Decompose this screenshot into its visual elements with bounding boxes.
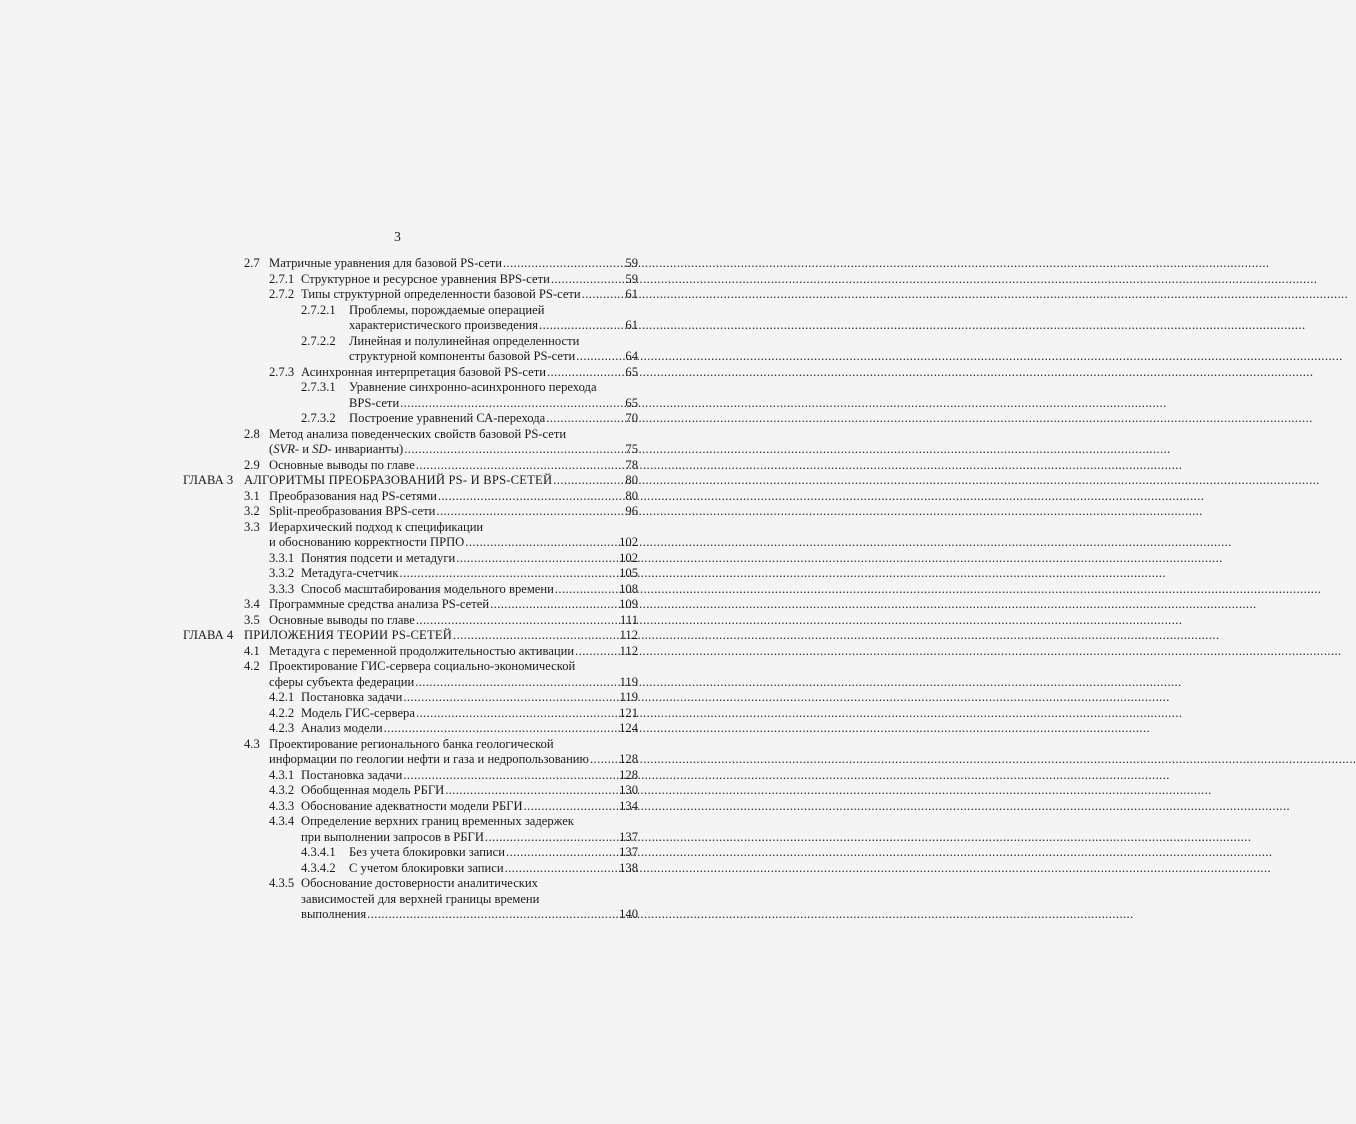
toc-dot-leader — [576, 348, 624, 365]
toc-entry-title: Типы структурной определенности базовой PS-сети — [301, 287, 581, 301]
toc-entry-number: 4.3.3 — [269, 798, 295, 813]
toc-dot-leader — [539, 317, 624, 334]
toc-dot-leader — [399, 565, 618, 582]
toc-entry-page: 119 — [619, 690, 638, 704]
toc-entry-line — [301, 906, 638, 923]
toc-entry-title: Split-преобразования BPS-сети — [269, 504, 436, 518]
toc-dot-leader — [524, 798, 619, 815]
toc-entry-number: 4.2.3 — [269, 721, 295, 735]
toc-entry-line — [244, 643, 638, 660]
toc-entry-title: Обобщенная модель РБГИ — [301, 783, 445, 797]
toc-dot-leader — [367, 906, 618, 923]
toc-entry-line — [269, 271, 638, 288]
toc-entry-number: 3.4 — [244, 597, 260, 611]
toc-entry-page: 61 — [625, 318, 638, 332]
toc-entry-page: 137 — [619, 829, 638, 844]
toc-entry-page: 128 — [619, 767, 638, 782]
toc-dot-leader — [503, 255, 624, 272]
toc-entry-line — [269, 674, 638, 691]
toc-entry-line — [269, 441, 638, 458]
toc-entry-page: 64 — [625, 349, 638, 363]
toc-entry-line — [244, 658, 638, 675]
toc-entry-page: 65 — [625, 395, 638, 410]
toc-entry-line — [301, 333, 638, 350]
toc-entry-title: Постановка задачи — [301, 690, 403, 704]
toc-entry-title: Матричные уравнения для базовой PS-сети — [269, 256, 502, 270]
toc-entry-title: выполнения — [301, 907, 367, 921]
toc-entry-number: 3.3.2 — [269, 566, 295, 580]
toc-entry-line — [244, 457, 638, 474]
toc-entry-page: 109 — [619, 597, 638, 611]
toc-entry-page: 102 — [619, 550, 638, 565]
toc-entry-line — [301, 829, 638, 846]
toc-entry-line — [269, 364, 638, 381]
toc-dot-leader — [575, 643, 618, 660]
toc-entry-title: Преобразования над PS-сетями — [269, 488, 437, 503]
toc-dot-leader — [403, 689, 618, 706]
toc-entry-line — [269, 767, 638, 784]
toc-entry-title: информации по геологии нефти и газа и недропользованию — [269, 752, 589, 766]
toc-entry-page: 112 — [619, 643, 638, 658]
toc-entry-title: зависимостей для верхней границы времени — [301, 891, 540, 906]
toc-entry-line — [269, 875, 638, 892]
toc-entry-number: 2.7.3 — [269, 364, 295, 379]
toc-chapter-line — [183, 472, 638, 489]
toc-entry-title: АЛГОРИТМЫ ПРЕОБРАЗОВАНИЙ PS- И BPS-СЕТЕЙ — [244, 473, 553, 487]
toc-dot-leader — [445, 782, 618, 799]
toc-entry-number: 3.3.3 — [269, 581, 295, 596]
toc-dot-leader — [505, 860, 619, 877]
toc-entry-title: Построение уравнений СА-перехода — [349, 411, 546, 425]
toc-entry-page: 61 — [625, 287, 638, 301]
toc-entry-title: С учетом блокировки записи — [349, 860, 504, 875]
toc-entry-number: 3.3 — [244, 519, 260, 534]
toc-entry-number: 4.3.1 — [269, 767, 295, 782]
toc-entry-number: 4.3.4.1 — [301, 845, 336, 859]
toc-entry-title: сферы субъекта федерации — [269, 674, 415, 689]
toc-entry-number: 4.3.5 — [269, 876, 295, 890]
toc-entry-page: 108 — [619, 581, 638, 596]
toc-entry-line — [269, 782, 638, 799]
toc-entry-line — [244, 503, 638, 520]
toc-entry-page: 121 — [619, 705, 638, 720]
toc-entry-page: 128 — [619, 752, 638, 766]
toc-entry-title: (SVR- и SD- инварианты) — [269, 442, 404, 456]
toc-entry-number: 2.9 — [244, 457, 260, 472]
toc-entry-title: Иерархический подход к спецификации — [269, 519, 484, 534]
toc-dot-leader — [416, 612, 619, 629]
toc-entry-number: 2.8 — [244, 426, 260, 441]
toc-dot-leader — [553, 472, 624, 489]
toc-entry-number: 2.7.2.1 — [301, 302, 336, 317]
toc-entry-title: характеристического произведения — [349, 318, 539, 332]
toc-dot-leader — [582, 286, 625, 303]
toc-entry-line — [244, 426, 638, 443]
toc-dot-leader — [465, 534, 618, 551]
toc-dot-leader — [404, 441, 624, 458]
toc-entry-title: Метадуга-счетчик — [301, 566, 399, 580]
toc-entry-number: 2.7.3.1 — [301, 380, 336, 394]
toc-dot-leader — [490, 596, 618, 613]
toc-entry-title: ПРИЛОЖЕНИЯ ТЕОРИИ PS-СЕТЕЙ — [244, 628, 453, 642]
toc-entry-page: 59 — [625, 271, 638, 286]
toc-entry-title: Обоснование достоверности аналитических — [301, 876, 538, 890]
toc-entry-line — [301, 379, 638, 396]
toc-entry-number: 2.7.1 — [269, 271, 295, 286]
toc-dot-leader — [415, 674, 618, 691]
toc-entry-line — [269, 550, 638, 567]
toc-entry-line — [349, 317, 638, 334]
toc-entry-page: 137 — [619, 845, 638, 859]
toc-entry-line — [349, 395, 638, 412]
toc-entry-number: 3.5 — [244, 612, 260, 627]
toc-entry-page: 80 — [625, 488, 638, 503]
toc-entry-page: 102 — [619, 535, 638, 549]
toc-entry-line — [349, 348, 638, 365]
toc-entry-title: Проектирование регионального банка геологической — [269, 736, 554, 751]
toc-entry-line — [244, 488, 638, 505]
toc-entry-line — [269, 286, 638, 303]
toc-entry-line — [269, 813, 638, 830]
toc-entry-line — [269, 689, 638, 706]
toc-entry-title: Постановка задачи — [301, 767, 403, 782]
toc-dot-leader — [506, 844, 618, 861]
toc-entry-page: 70 — [625, 411, 638, 425]
toc-entry-number: 2.7 — [244, 256, 260, 270]
toc-dot-leader — [453, 627, 619, 644]
toc-entry-title: Понятия подсети и метадуги — [301, 550, 456, 565]
toc-entry-title: Основные выводы по главе — [269, 457, 415, 472]
toc-entry-number: 4.3.4 — [269, 814, 295, 828]
toc-dot-leader — [416, 457, 625, 474]
toc-entry-number: 3.2 — [244, 504, 260, 518]
toc-entry-title: при выполнении запросов в РБГИ — [301, 829, 484, 844]
toc-entry-title: и обоснованию корректности ПРПО — [269, 535, 465, 549]
toc-entry-page: 65 — [625, 364, 638, 379]
toc-entry-number: 4.2 — [244, 659, 260, 673]
toc-dot-leader — [546, 410, 624, 427]
toc-dot-leader — [485, 829, 618, 846]
toc-dot-leader — [400, 395, 624, 412]
toc-entry-line — [301, 844, 638, 861]
toc-entry-title: Основные выводы по главе — [269, 612, 415, 627]
toc-entry-line — [269, 534, 638, 551]
page-number: 3 — [394, 229, 401, 244]
toc-entry-page: 134 — [619, 798, 638, 813]
toc-dot-leader — [384, 720, 619, 737]
toc-entry-line — [244, 596, 638, 613]
toc-entry-line — [244, 519, 638, 536]
toc-entry-page: 78 — [625, 457, 638, 472]
toc-dot-leader — [403, 767, 618, 784]
toc-entry-line — [301, 302, 638, 319]
toc-entry-title: Без учета блокировки записи — [349, 845, 506, 859]
toc-entry-number: 2.7.3.2 — [301, 411, 336, 425]
toc-dot-leader — [547, 364, 624, 381]
toc-entry-line — [244, 736, 638, 753]
toc-entry-page: 111 — [620, 612, 638, 627]
toc-dot-leader — [590, 751, 618, 768]
toc-entry-title: структурной компоненты базовой PS-сети — [349, 349, 576, 363]
toc-entry-number: 4.3.4.2 — [301, 860, 336, 875]
toc-entry-title: Анализ модели — [301, 721, 383, 735]
toc-entry-title: Обоснование адекватности модели РБГИ — [301, 798, 523, 813]
toc-entry-number: 2.7.2.2 — [301, 333, 336, 348]
toc-entry-number: ГЛАВА 3 — [183, 473, 234, 487]
toc-entry-line — [269, 720, 638, 737]
toc-entry-page: 96 — [625, 504, 638, 518]
toc-entry-line — [269, 565, 638, 582]
toc-entry-number: 4.1 — [244, 643, 260, 658]
toc-dot-leader — [438, 488, 625, 505]
toc-entry-page: 80 — [625, 473, 638, 487]
toc-dot-leader — [551, 271, 625, 288]
toc-entry-line — [244, 612, 638, 629]
toc-entry-number: 4.3 — [244, 736, 260, 751]
toc-entry-line — [269, 581, 638, 598]
toc-entry-page: 59 — [625, 256, 638, 270]
toc-entry-line — [301, 891, 638, 908]
toc-dot-leader — [416, 705, 618, 722]
toc-entry-page: 130 — [619, 783, 638, 797]
toc-entry-page: 119 — [619, 674, 638, 689]
toc-entry-title: BPS-сети — [349, 395, 400, 410]
toc-entry-line — [244, 255, 638, 272]
toc-entry-number: 4.2.2 — [269, 705, 295, 720]
toc-entry-title: Асинхронная интерпретация базовой PS-сети — [301, 364, 546, 379]
toc-entry-title: Проблемы, порождаемые операцией — [349, 302, 545, 317]
toc-entry-page: 138 — [619, 860, 638, 875]
toc-entry-page: 105 — [619, 566, 638, 580]
toc-entry-title: Программные средства анализа PS-сетей — [269, 597, 490, 611]
toc-entry-title: Линейная и полулинейная определенности — [349, 333, 580, 348]
toc-entry-title: Метод анализа поведенческих свойств базовой PS-сети — [269, 426, 567, 441]
toc-entry-title: Модель ГИС-сервера — [301, 705, 415, 720]
toc-entry-page: 124 — [619, 721, 638, 735]
toc-entry-number: 2.7.2 — [269, 287, 295, 301]
toc-entry-line — [269, 751, 638, 768]
toc-chapter-line — [183, 627, 638, 644]
toc-entry-title: Уравнение синхронно-асинхронного перехода — [349, 380, 597, 394]
toc-entry-number: 4.2.1 — [269, 690, 295, 704]
toc-entry-line — [269, 798, 638, 815]
toc-entry-title: Метадуга с переменной продолжительностью активации — [269, 643, 575, 658]
toc-entry-title: Структурное и ресурсное уравнения BPS-сети — [301, 271, 550, 286]
toc-dot-leader — [555, 581, 618, 598]
toc-entry-number: 4.3.2 — [269, 783, 295, 797]
toc-entry-page: 75 — [625, 442, 638, 456]
toc-entry-line — [269, 705, 638, 722]
toc-entry-number: 3.3.1 — [269, 550, 295, 565]
toc-entry-title: Проектирование ГИС-сервера социально-экономической — [269, 659, 576, 673]
toc-entry-title: Способ масштабирования модельного времени — [301, 581, 554, 596]
toc-entry-line — [301, 860, 638, 877]
toc-entry-number: 3.1 — [244, 488, 260, 503]
toc-dot-leader — [436, 503, 624, 520]
toc-entry-line — [301, 410, 638, 427]
toc-entry-page: 140 — [619, 907, 638, 921]
toc-entry-title: Определение верхних границ временных задержек — [301, 814, 574, 828]
toc-entry-page: 112 — [619, 628, 638, 642]
toc-dot-leader — [456, 550, 618, 567]
toc-entry-number: ГЛАВА 4 — [183, 628, 234, 642]
